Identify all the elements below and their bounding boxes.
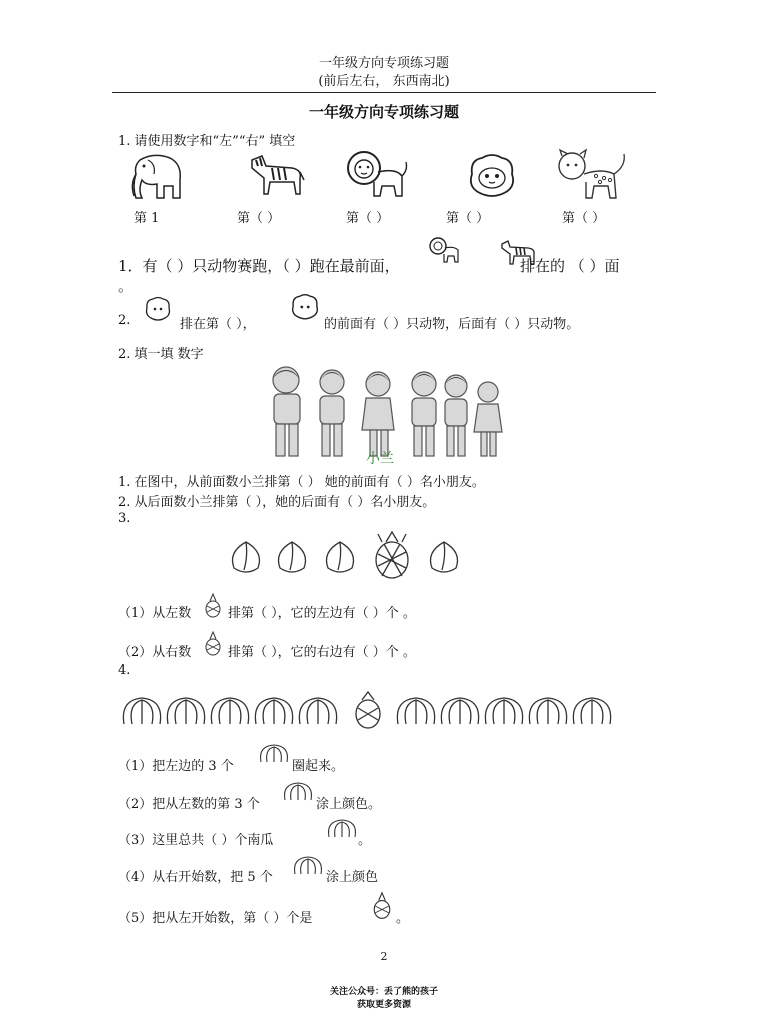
elephant-icon [126, 150, 188, 202]
leopard-icon [554, 148, 630, 204]
s2-q4-item-2-pre: （2）把从左数的第 3 个 [118, 797, 260, 812]
s2-q4-item-5-post: 。 [396, 911, 410, 926]
pineapple-small-icon-2 [204, 630, 222, 656]
s2-question-1: 1. 在图中，从前面数小兰排第（ ） 她的前面有（ ）名小朋友。 [118, 475, 485, 490]
lion-icon [344, 148, 410, 202]
s2-q4-item-5-pre: （5）把从左开始数，第（ ）个是 [118, 911, 313, 926]
s1-question-1: 1．有（ ）只动物赛跑，（ ）跑在最前面， [118, 257, 400, 275]
header-subtitle: (前后左右， 东西南北) [318, 74, 450, 89]
girl-label: 小兰 [366, 451, 394, 467]
s1-question-2-part-b: 的前面有（ ）只动物，后面有（ ）只动物。 [324, 317, 580, 332]
pineapple-small-icon-3 [372, 890, 392, 920]
pineapple-small-icon [204, 592, 222, 618]
s2-question-4-number: 4. [118, 663, 131, 678]
footer-line-1: 关注公众号：丢了熊的孩子 [329, 987, 438, 997]
animal-label-2: 第（ ） [237, 211, 281, 226]
pumpkin-small-icon-2 [282, 780, 314, 804]
s2-question-2: 2. 从后面数小兰排第（ ），她的后面有（ ）名小朋友。 [118, 495, 436, 510]
s2-q4-item-1-pre: （1）把左边的 3 个 [118, 759, 234, 774]
s2-q3-line-2-pre: （2）从右数 [118, 645, 192, 660]
s1-question-1-mid: 排在的 （ ）面 [520, 257, 620, 275]
animal-label-1: 第 1 [134, 211, 160, 226]
s2-q4-item-4-post: 涂上颜色 [326, 870, 379, 885]
pumpkin-small-icon-4 [292, 854, 324, 878]
s2-q3-line-1-pre: （1）从左数 [118, 606, 192, 621]
header-rule [112, 92, 656, 93]
s2-q4-item-4-pre: （4）从右开始数，把 5 个 [118, 870, 273, 885]
s2-q4-item-2-post: 涂上颜色。 [316, 797, 382, 812]
s2-q3-line-2-post: 排第（ ），它的右边有（ ）个 。 [228, 645, 416, 660]
children-lineup-image [264, 364, 510, 460]
s1-question-2-number: 2. [118, 313, 131, 328]
animal-label-4: 第（ ） [446, 211, 490, 226]
s2-q3-line-1-post: 排第（ ），它的左边有（ ）个 。 [228, 606, 416, 621]
animal-label-3: 第（ ） [346, 211, 390, 226]
page-title: 一年级方向专项练习题 [308, 103, 459, 121]
pumpkin-row-image [120, 690, 626, 730]
section1-heading: 1. 请使用数字和“左”“右” 填空 [118, 134, 296, 149]
page-number: 2 [380, 950, 388, 963]
sheep-small-icon [144, 296, 172, 322]
section2-heading: 2. 填一填 数字 [118, 347, 204, 362]
s2-q4-item-1-post: 圈起来。 [292, 759, 345, 774]
s1-question-1-end: 。 [118, 277, 134, 295]
sheep-icon [466, 152, 518, 200]
fruit-row-image [226, 530, 486, 580]
header-title: 一年级方向专项练习题 [318, 56, 449, 71]
zebra-icon [244, 154, 306, 200]
s1-question-2-part-a: 排在第（ ）， [180, 317, 256, 332]
footer-line-2: 获取更多资源 [356, 1000, 411, 1010]
s2-q4-item-3-post: 。 [358, 833, 372, 848]
animal-label-5: 第（ ） [562, 211, 606, 226]
s2-q4-item-3-pre: （3）这里总共（ ）个南瓜 [118, 833, 274, 848]
pumpkin-small-icon [258, 742, 290, 766]
lion-small-icon [428, 236, 462, 264]
pumpkin-small-icon-3 [326, 817, 358, 841]
s2-question-3-number: 3. [118, 511, 131, 526]
sheep-small-icon-2 [290, 292, 320, 322]
